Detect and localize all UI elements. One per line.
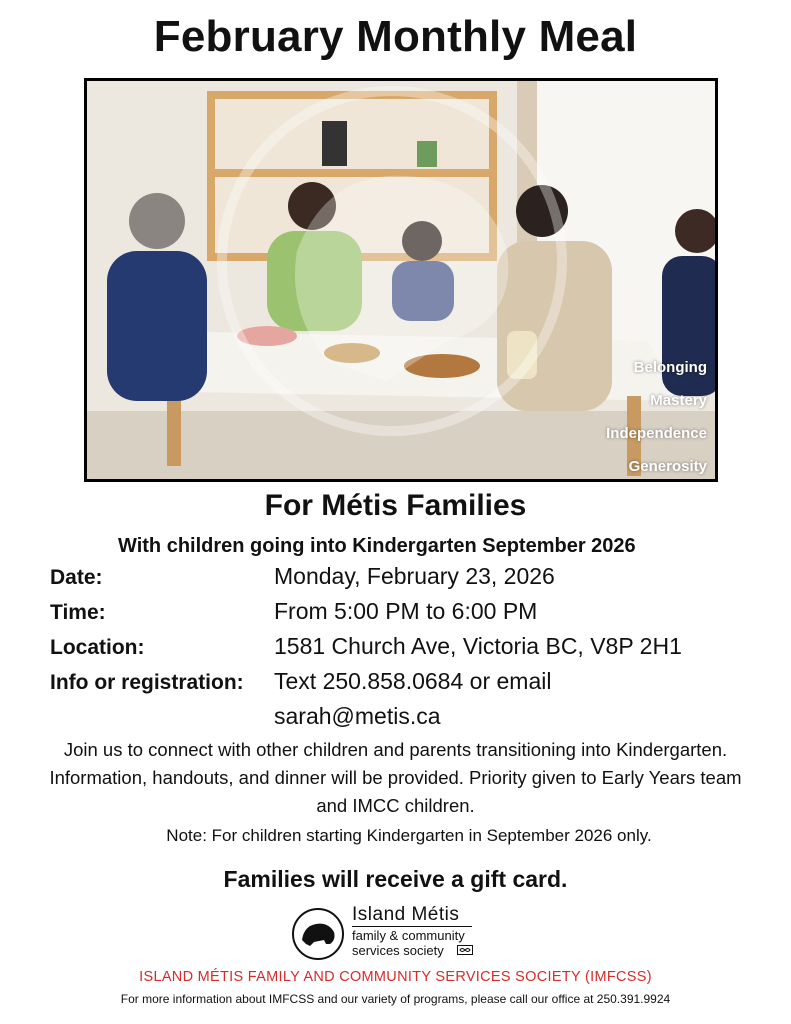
email-link[interactable]: sarah@metis.ca xyxy=(274,703,441,729)
infinity-icon xyxy=(457,945,473,955)
detail-value: 1581 Church Ave, Victoria BC, V8P 2H1 xyxy=(274,633,682,659)
value-mastery: Mastery xyxy=(650,392,707,409)
logo-line-1: Island Métis xyxy=(352,904,460,925)
footer-contact: For more information about IMFCSS and our variety of programs, please call our office at 250.391.9924 xyxy=(120,992,671,1006)
values-list xyxy=(606,351,707,482)
value-belonging: Belonging xyxy=(633,359,707,376)
logo-divider xyxy=(352,926,472,927)
logo-line-3: services society xyxy=(352,943,444,958)
imfcss-logo xyxy=(292,904,482,964)
family-dinner-photo xyxy=(84,78,718,482)
bison-logo-icon xyxy=(292,908,344,960)
detail-label: Time: xyxy=(50,601,106,624)
value-independence: Independence xyxy=(606,425,707,442)
page-title: February Monthly Meal xyxy=(153,12,638,61)
audience-heading: For Métis Families xyxy=(264,489,527,522)
gift-card-notice: Families will receive a gift card. xyxy=(223,866,568,892)
description-paragraph: Join us to connect with other children and parents transitioning into Kindergarten. Information, handouts, and dinner will be provided. Priority given to Early Years team and IMCC children. xyxy=(49,739,742,816)
detail-value: From 5:00 PM to 6:00 PM xyxy=(274,598,538,624)
eligibility-note: Note: For children starting Kindergarten in September 2026 only. xyxy=(166,826,652,845)
detail-value: Monday, February 23, 2026 xyxy=(274,563,555,589)
organization-name: ISLAND MÉTIS FAMILY AND COMMUNITY SERVICES SOCIETY (IMFCSS) xyxy=(139,969,652,985)
detail-value: Text 250.858.0684 or email xyxy=(274,668,552,694)
detail-label: Date: xyxy=(50,566,103,589)
audience-subheading: With children going into Kindergarten September 2026 xyxy=(118,535,636,557)
value-generosity: Generosity xyxy=(628,458,707,475)
detail-label: Info or registration: xyxy=(50,671,244,694)
logo-line-2: family & community xyxy=(352,928,465,943)
detail-label: Location: xyxy=(50,636,145,659)
